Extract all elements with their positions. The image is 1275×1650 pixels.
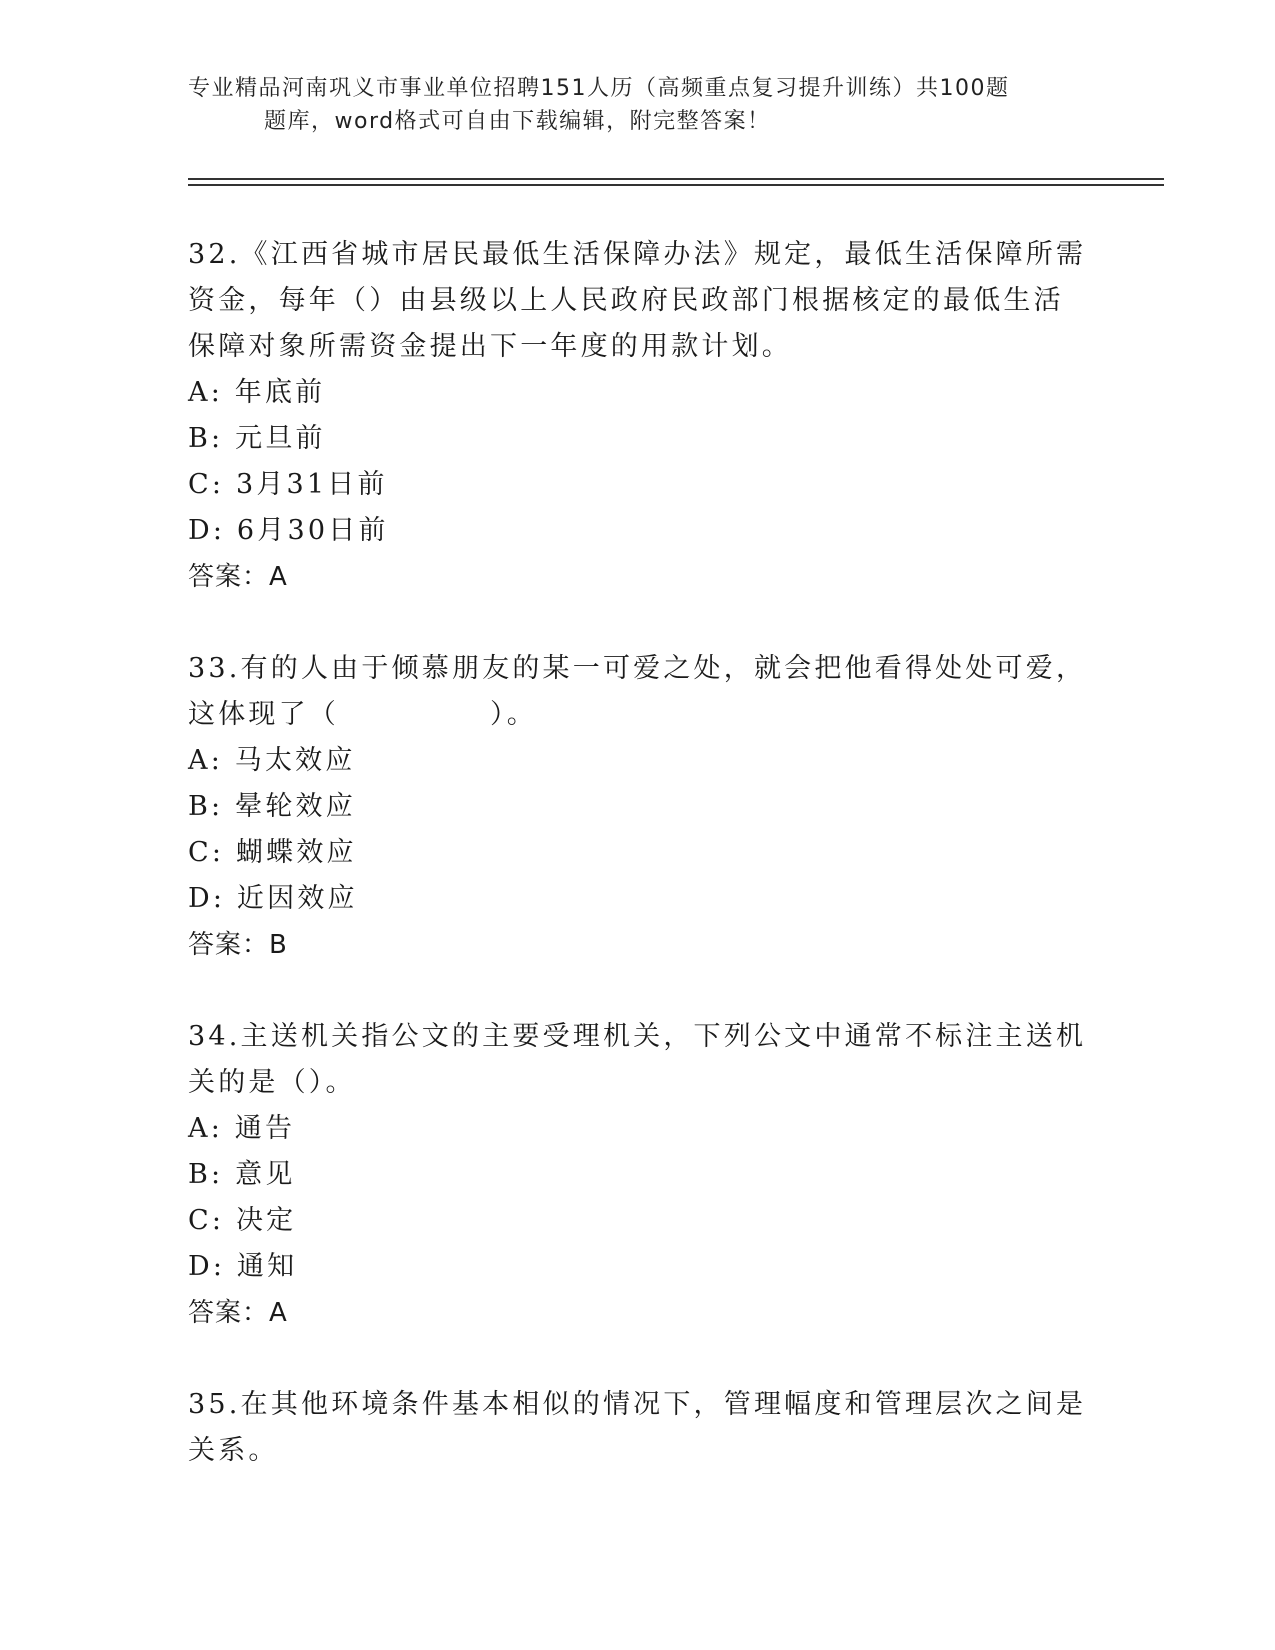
document-header [188,72,1088,138]
question-33 [188,646,1088,968]
option-c: C: 决定 [188,1205,297,1236]
question-35 [188,1382,1088,1474]
question-stem: 32.《江西省城市居民最低生活保障办法》规定，最低生活保障所需资金，每年（）由县级以上人民政府民政部门根据核定的最低生活保障对象所需资金提出下一年度的用款计划。 [188,239,1087,362]
header-title-line-1: 专业精品河南巩义市事业单位招聘151人历（高频重点复习提升训练）共100题 [188,76,1010,101]
option-b: B: 元旦前 [188,423,326,454]
option-d: D: 6月30日前 [188,515,389,546]
answer-line: 答案：A [188,562,288,592]
option-a: A: 马太效应 [188,745,356,776]
answer-line: 答案：B [188,930,288,960]
question-stem: 33.有的人由于倾慕朋友的某一可爱之处，就会把他看得处处可爱，这体现了（ ）。 [188,653,1087,730]
option-a: A: 通告 [188,1113,296,1144]
question-34 [188,1014,1088,1336]
option-c: C: 蝴蝶效应 [188,837,357,868]
question-list [188,232,1088,1520]
question-stem: 35.在其他环境条件基本相似的情况下，管理幅度和管理层次之间是关系。 [188,1389,1087,1466]
header-divider-bottom [188,184,1164,186]
option-d: D: 近因效应 [188,883,358,914]
header-title-line-2: 题库，word格式可自由下载编辑，附完整答案！ [264,109,771,134]
option-c: C: 3月31日前 [188,469,388,500]
option-d: D: 通知 [188,1251,298,1282]
header-divider-top [188,178,1164,180]
option-b: B: 晕轮效应 [188,791,356,822]
question-stem: 34.主送机关指公文的主要受理机关，下列公文中通常不标注主送机关的是（）。 [188,1021,1087,1098]
answer-line: 答案：A [188,1298,288,1328]
question-32 [188,232,1088,600]
option-a: A: 年底前 [188,377,326,408]
option-b: B: 意见 [188,1159,296,1190]
